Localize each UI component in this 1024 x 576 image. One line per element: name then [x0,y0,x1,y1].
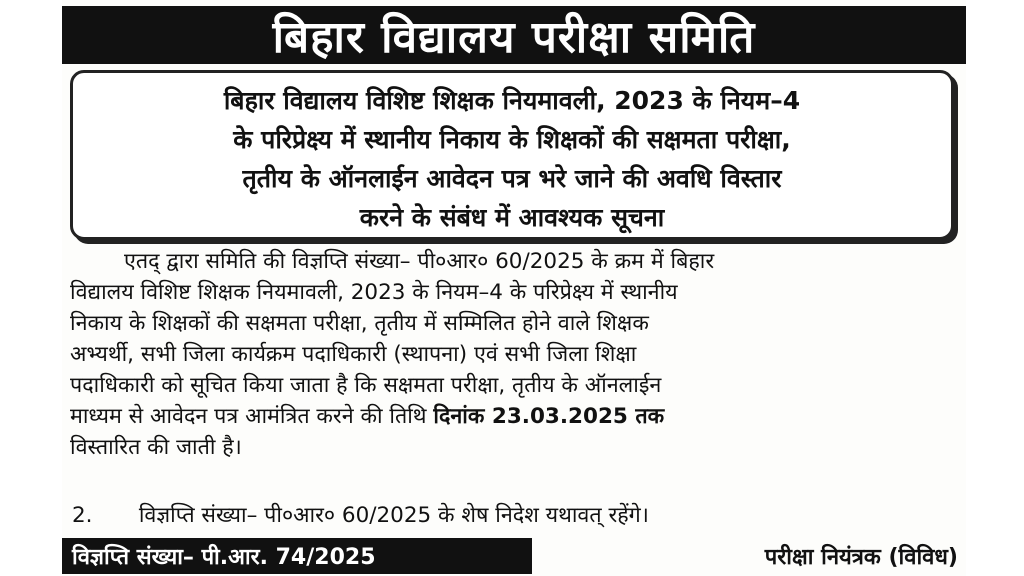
point-2 [72,500,952,529]
body-line-text: निकाय के शिक्षकों की सक्षमता परीक्षा, तृतीय में सम्मिलित होने वाले शिक्षक [70,311,649,336]
signatory [765,538,958,574]
body-line [70,432,962,463]
signatory-title: परीक्षा नियंत्रक (विविध) [764,545,958,570]
notice-number-banner [62,538,532,574]
notice-page [62,0,966,576]
body-line [70,246,962,277]
subject-box [70,70,954,240]
page-title: बिहार विद्यालय परीक्षा समिति [272,12,756,63]
body-line-text: पदाधिकारी को सूचित किया जाता है कि सक्षमता परीक्षा, तृतीय के ऑनलाईन [70,373,662,398]
header-banner [62,6,966,64]
body-line [70,370,962,401]
body-line-text: विस्तारित की जाती है। [70,435,242,460]
point-text: विज्ञप्ति संख्या– पी०आर० 60/2025 के शेष निदेश यथावत् रहेंगे। [138,503,649,528]
subject-line: करने के संबंध में आवश्यक सूचना [359,203,665,232]
body-line [70,308,962,339]
subject-line: बिहार विद्यालय विशिष्ट शिक्षक नियमावली, 2023 के नियम–4 [223,86,801,115]
body-line-text: माध्यम से आवेदन पत्र आमंत्रित करने की तिथि [70,404,427,429]
body-line-text: अभ्यर्थी, सभी जिला कार्यक्रम पदाधिकारी (स्थापना) एवं सभी जिला शिक्षा [70,342,637,367]
subject-line: के परिप्रेक्ष्य में स्थानीय निकाय के शिक्षकों की सक्षमता परीक्षा, [233,125,791,154]
body-line-text: विद्यालय विशिष्ट शिक्षक नियमावली, 2023 के नियम–4 के परिप्रेक्ष्य में स्थानीय [70,280,678,305]
body-line [70,277,962,308]
subject-line: तृतीय के ऑनलाईन आवेदन पत्र भरे जाने की अवधि विस्तार [242,164,782,193]
body-line-text: एतद् द्वारा समिति की विज्ञप्ति संख्या– पी०आर० 60/2025 के क्रम में बिहार [124,249,715,274]
notice-number: विज्ञप्ति संख्या– पी.आर. 74/2025 [72,545,376,570]
point-number: 2. [72,503,93,528]
body-line [70,401,962,432]
extended-date: दिनांक 23.03.2025 तक [433,404,665,429]
body-paragraph [70,246,962,463]
body-line [70,339,962,370]
